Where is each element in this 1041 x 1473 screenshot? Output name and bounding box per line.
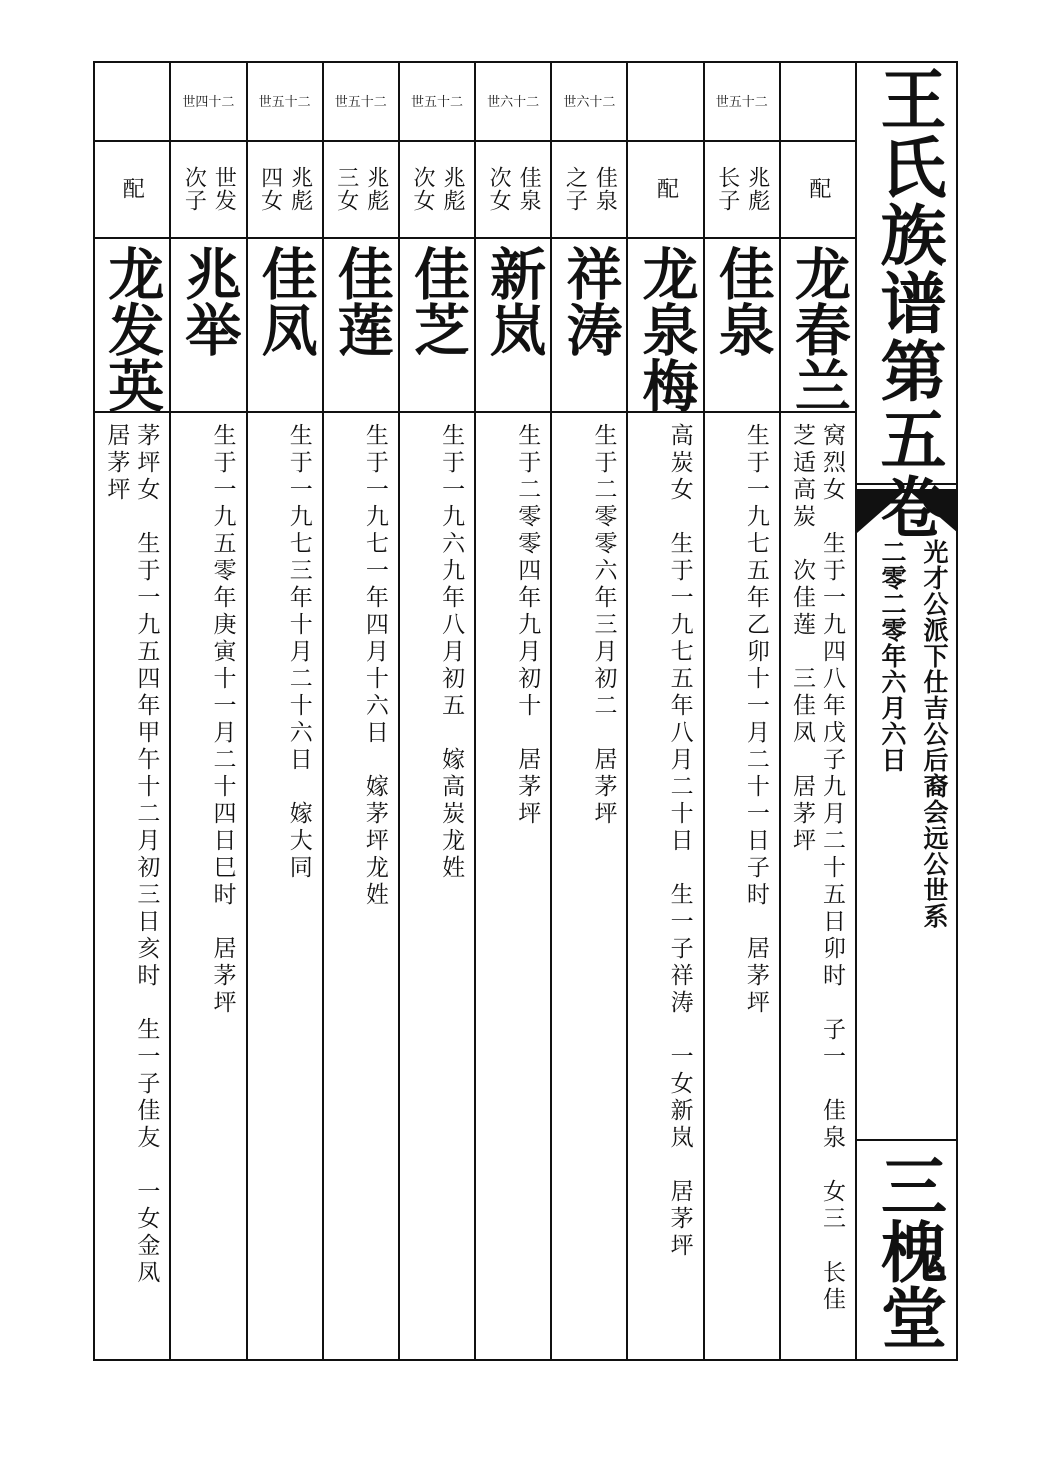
bio-cell xyxy=(324,413,398,1361)
relation-label: 世发 次子 xyxy=(181,165,237,212)
generation-cell xyxy=(552,61,626,142)
hall-name xyxy=(857,1146,958,1361)
volume-title-text: 王氏族谱第五卷 xyxy=(869,65,946,541)
relation-cell xyxy=(476,140,550,239)
person-name: 龙泉梅 xyxy=(633,245,699,413)
bio-cell xyxy=(705,413,779,1361)
bio-text: 生于一九六九年八月初五 嫁高炭龙姓 xyxy=(438,423,465,882)
relation-label: 佳泉 次女 xyxy=(486,165,542,212)
name-cell xyxy=(324,237,398,413)
entry-column xyxy=(703,61,779,1361)
relation-label: 兆彪 长子 xyxy=(714,165,770,212)
relation-label: 配 xyxy=(653,177,679,200)
person-name: 佳泉 xyxy=(709,245,775,357)
relation-label: 兆彪 三女 xyxy=(333,165,389,212)
person-name: 龙春兰 xyxy=(785,245,851,413)
relation-label: 配 xyxy=(805,177,831,200)
relation-cell xyxy=(171,140,245,239)
genealogy-table xyxy=(93,61,855,1361)
title-divider xyxy=(857,483,958,485)
generation-cell xyxy=(171,61,245,142)
person-name: 祥涛 xyxy=(557,245,623,357)
name-cell xyxy=(93,237,169,413)
generation-cell xyxy=(781,61,855,142)
generation-cell xyxy=(476,61,550,142)
bio-cell xyxy=(476,413,550,1361)
person-name: 佳凤 xyxy=(252,245,318,357)
person-name: 兆举 xyxy=(176,245,242,357)
relation-cell xyxy=(552,140,626,239)
generation-cell xyxy=(248,61,322,142)
name-cell xyxy=(781,237,855,413)
person-name: 佳莲 xyxy=(328,245,394,357)
name-cell xyxy=(552,237,626,413)
bio-cell xyxy=(628,413,702,1361)
relation-cell xyxy=(324,140,398,239)
name-cell xyxy=(628,237,702,413)
entry-column xyxy=(474,61,550,1361)
relation-cell xyxy=(705,140,779,239)
relation-label: 佳泉 之子 xyxy=(562,165,618,212)
bio-text: 生于二零零六年三月初二 居茅坪 xyxy=(590,423,617,828)
name-cell xyxy=(171,237,245,413)
relation-cell xyxy=(248,140,322,239)
relation-label: 兆彪 四女 xyxy=(257,165,313,212)
person-name: 佳芝 xyxy=(404,245,470,357)
generation-label: 世六十二 xyxy=(487,95,540,110)
bio-text: 生于一九五零年庚寅十一月二十四日巳时 居茅坪 xyxy=(209,423,236,1017)
chevron-ornament xyxy=(857,489,958,533)
generation-cell xyxy=(705,61,779,142)
entry-column xyxy=(626,61,702,1361)
hall-name-text: 三槐堂 xyxy=(869,1152,947,1350)
relation-cell xyxy=(781,140,855,239)
bio-text: 窝烈女 生于一九四八年戊子九月二十五日卯时 子一 佳泉 女三 长佳 芝适高炭 次佳莲 三佳凤 居茅坪 xyxy=(789,423,845,1314)
relation-label: 配 xyxy=(119,177,145,200)
entry-column xyxy=(398,61,474,1361)
generation-cell xyxy=(324,61,398,142)
title-panel xyxy=(855,61,958,1361)
generation-label: 世五十二 xyxy=(334,95,387,110)
hall-divider xyxy=(857,1139,958,1141)
bio-text: 高炭女 生于一九七五年八月二十日 生一子祥涛 一女新岚 居茅坪 xyxy=(666,423,693,1260)
bio-cell xyxy=(93,413,169,1361)
relation-cell xyxy=(400,140,474,239)
name-cell xyxy=(476,237,550,413)
bio-text: 生于一九七一年四月十六日 嫁茅坪龙姓 xyxy=(361,423,388,909)
bio-text: 茅坪女 生于一九五四年甲午十二月初三日亥时 生一子佳友 一女金凤 居茅坪 xyxy=(103,423,160,1287)
bio-text: 生于一九七三年十月二十六日 嫁大同 xyxy=(285,423,312,882)
generation-label: 世五十二 xyxy=(410,95,463,110)
name-cell xyxy=(400,237,474,413)
date-text: 二零二零年六月六日 xyxy=(878,539,907,773)
person-name: 龙发英 xyxy=(99,245,165,413)
generation-cell xyxy=(628,61,702,142)
entry-column xyxy=(93,61,169,1361)
relation-cell xyxy=(628,140,702,239)
entry-column xyxy=(779,61,855,1361)
volume-title xyxy=(857,65,958,541)
entry-column xyxy=(169,61,245,1361)
bio-cell xyxy=(248,413,322,1361)
person-name: 新岚 xyxy=(481,245,547,357)
generation-label: 世四十二 xyxy=(182,95,235,110)
generation-label: 世五十二 xyxy=(715,95,768,110)
relation-cell xyxy=(93,140,169,239)
generation-cell xyxy=(400,61,474,142)
entry-column xyxy=(550,61,626,1361)
name-cell xyxy=(248,237,322,413)
generation-label: 世六十二 xyxy=(563,95,616,110)
lineage-text: 光才公派下仕吉公后裔会远公世系 xyxy=(920,539,949,929)
bio-cell xyxy=(552,413,626,1361)
bio-cell xyxy=(171,413,245,1361)
bio-cell xyxy=(781,413,855,1361)
relation-label: 兆彪 次女 xyxy=(409,165,465,212)
bio-text: 生于一九七五年乙卯十一月二十一日子时 居茅坪 xyxy=(742,423,769,1017)
generation-label: 世五十二 xyxy=(258,95,311,110)
bio-cell xyxy=(400,413,474,1361)
name-cell xyxy=(705,237,779,413)
bio-text: 生于二零零四年九月初十 居茅坪 xyxy=(514,423,541,828)
generation-cell xyxy=(93,61,169,142)
entry-column xyxy=(322,61,398,1361)
entry-column xyxy=(246,61,322,1361)
